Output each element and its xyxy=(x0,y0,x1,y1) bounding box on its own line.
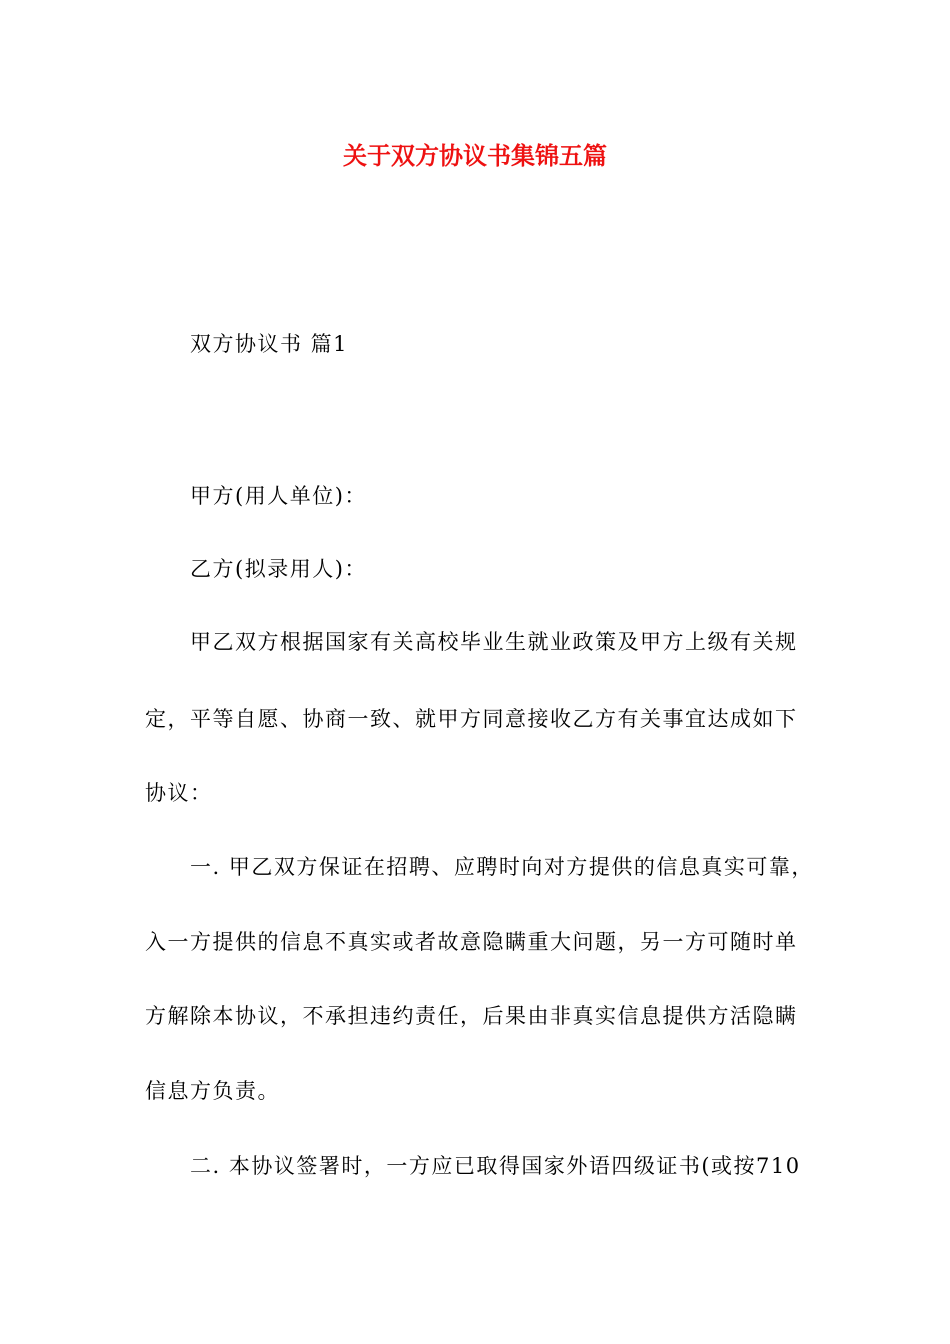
intro-line-3: 协议： xyxy=(145,781,213,805)
intro-line-1: 甲乙双方根据国家有关高校毕业生就业政策及甲方上级有关规 xyxy=(190,630,798,654)
clause-1-line-1: 一. 甲乙双方保证在招聘、应聘时向对方提供的信息真实可靠， xyxy=(190,855,814,879)
clause-1-line-3: 方解除本协议，不承担违约责任，后果由非真实信息提供方活隐瞒 xyxy=(145,1004,798,1028)
clause-1-line-4: 信息方负责。 xyxy=(145,1079,280,1103)
party-b-line: 乙方(拟录用人)： xyxy=(190,557,367,581)
intro-line-2: 定，平等自愿、协商一致、就甲方同意接收乙方有关事宜达成如下 xyxy=(145,707,798,731)
clause-1-line-2: 入一方提供的信息不真实或者故意隐瞒重大问题，另一方可随时单 xyxy=(145,930,798,954)
section-heading: 双方协议书 篇1 xyxy=(190,332,349,356)
clause-2-line-1: 二. 本协议签署时，一方应已取得国家外语四级证书(或按710 xyxy=(190,1154,801,1178)
document-title: 关于双方协议书集锦五篇 xyxy=(343,141,607,170)
party-a-line: 甲方(用人单位)： xyxy=(190,484,367,508)
